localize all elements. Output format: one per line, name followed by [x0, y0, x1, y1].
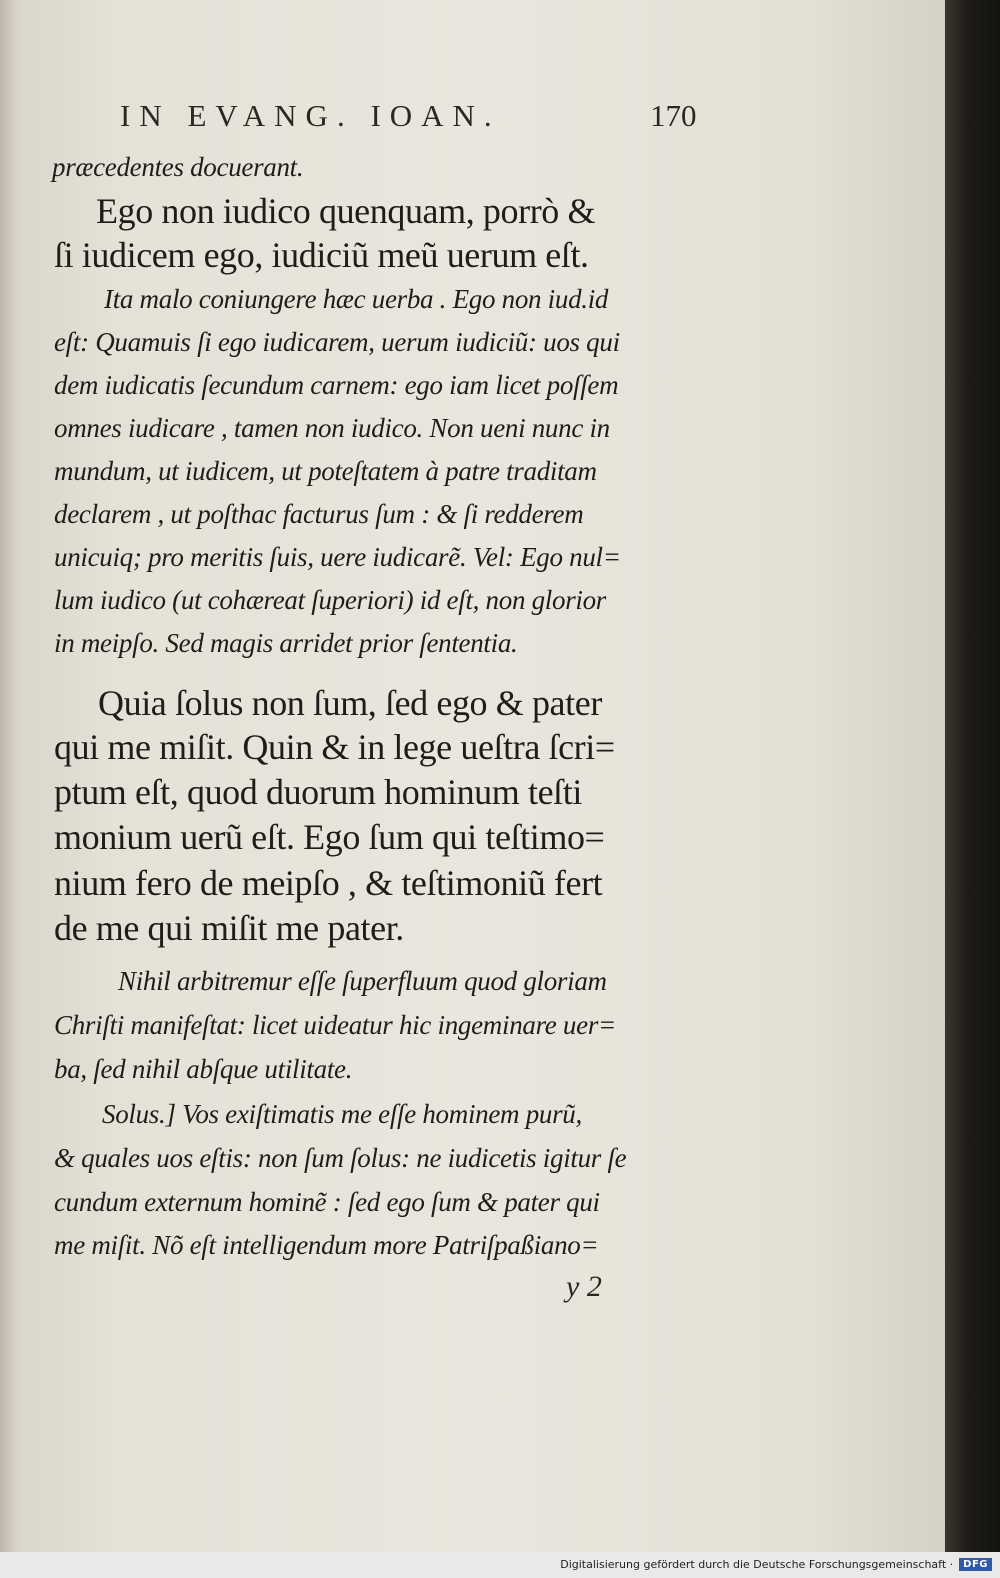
text-line: lum iudico (ut cohæreat ſuperiori) id eſt, non glorior: [54, 585, 607, 615]
dfg-logo: DFG: [959, 1558, 992, 1571]
text-line: nium fero de meipſo , & teſtimoniũ fert: [54, 863, 603, 903]
text-line: cundum externum hominẽ : ſed ego ſum & pater qui: [54, 1187, 600, 1217]
text-line: præcedentes docuerant.: [52, 152, 304, 182]
running-head: IN EVANG. IOAN.: [120, 98, 501, 133]
text-line: monium uerũ eſt. Ego ſum qui teſtimo=: [54, 817, 605, 857]
text-line: & quales uos eſtis: non ſum ſolus: ne iudicetis igitur ſe: [54, 1143, 627, 1173]
text-line: unicuiq; pro meritis ſuis, uere iudicarẽ. Vel: Ego nul=: [54, 542, 621, 572]
text-line: ptum eſt, quod duorum hominum teſti: [54, 772, 582, 812]
text-line: ba, ſed nihil abſque utilitate.: [54, 1054, 353, 1084]
text-line: eſt: Quamuis ſi ego iudicarem, uerum iudiciũ: uos qui: [54, 327, 620, 357]
text-line: omnes iudicare , tamen non iudico. Non ueni nunc in: [54, 413, 610, 443]
text-line: mundum, ut iudicem, ut poteſtatem à patre traditam: [54, 456, 597, 486]
text-line: me miſit. Nõ eſt intelligendum more Patriſpaßiano=: [54, 1230, 599, 1260]
text-line: Solus.] Vos exiſtimatis me eſſe hominem purũ,: [102, 1099, 582, 1129]
text-line: declarem , ut poſthac facturus ſum : & ſi redderem: [54, 499, 584, 529]
text-line: de me qui miſit me pater.: [54, 908, 404, 948]
text-line: Quia ſolus non ſum, ſed ego & pater: [98, 683, 602, 723]
text-line: Ita malo coniungere hæc uerba . Ego non iud.id: [104, 284, 609, 314]
text-line: qui me miſit. Quin & in lege ueſtra ſcri=: [54, 727, 615, 767]
digitization-credit: [560, 1555, 992, 1573]
text-line: ſi iudicem ego, iudiciũ meũ uerum eſt.: [54, 235, 589, 275]
credit-text: Digitalisierung gefördert durch die Deutsche Forschungsgemeinschaft ·: [560, 1557, 954, 1571]
text-line: Ego non iudico quenquam, porrò &: [96, 191, 596, 231]
text-line: dem iudicatis ſecundum carnem: ego iam licet poſſem: [54, 370, 619, 400]
signature-mark: y 2: [566, 1270, 602, 1303]
spine-shadow: [0, 0, 18, 1552]
text-line: in meipſo. Sed magis arridet prior ſententia.: [54, 628, 518, 658]
text-line: Chriſti manifeſtat: licet uideatur hic ingeminare uer=: [54, 1010, 616, 1040]
binding-gutter: [945, 0, 1000, 1552]
text-line: Nihil arbitremur eſſe ſuperfluum quod gloriam: [118, 966, 607, 996]
page-number: 170: [650, 98, 697, 133]
